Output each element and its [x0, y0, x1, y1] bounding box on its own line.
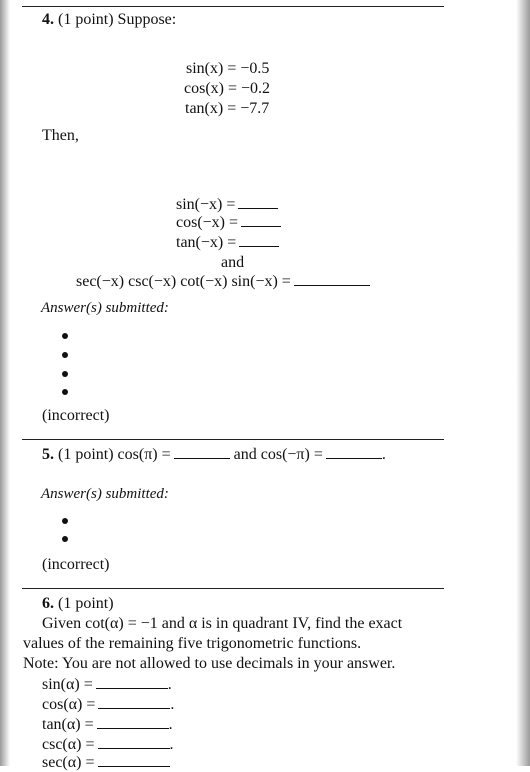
- problem-5-answer-bullet: [62, 518, 68, 524]
- tan-alpha-period: .: [168, 716, 173, 733]
- cos-neg-pi-answer-field[interactable]: [326, 457, 382, 459]
- sec-alpha-answer-field[interactable]: [98, 765, 170, 767]
- and-label: and: [221, 254, 245, 271]
- tan-alpha-label: tan(α) =: [42, 716, 94, 733]
- given-tan: tan(x) = −7.7: [185, 100, 270, 117]
- cos-alpha-answer-field[interactable]: [98, 707, 170, 709]
- problem-6-line-1: Given cot(α) = −1 and α is in quadrant IV, find the exact: [42, 615, 403, 632]
- given-cos: cos(x) = −0.2: [184, 80, 271, 97]
- problem-6-note: Note: You are not allowed to use decimals in your answer.: [23, 655, 396, 672]
- cos-neg-x-answer-field[interactable]: [241, 225, 281, 227]
- problem-4-status: (incorrect): [42, 407, 110, 424]
- tan-neg-x-row: [176, 234, 279, 252]
- problem-5-status: (incorrect): [42, 556, 110, 573]
- problem-6-line-2: values of the remaining five trigonometric functions.: [23, 635, 362, 652]
- product-row: [76, 273, 370, 291]
- csc-alpha-period: .: [169, 736, 174, 753]
- page-shadow-left: [0, 0, 10, 766]
- sin-alpha-answer-field[interactable]: [96, 687, 168, 689]
- cos-alpha-label: cos(α) =: [42, 696, 96, 713]
- sin-neg-x-label: sin(−x) =: [176, 196, 236, 213]
- problem-4-answers-label: Answer(s) submitted:: [41, 300, 169, 316]
- sin-alpha-row: [42, 676, 172, 694]
- sin-neg-x-answer-field[interactable]: [238, 207, 278, 209]
- csc-alpha-label: csc(α) =: [42, 736, 95, 753]
- product-label: sec(−x) csc(−x) cot(−x) sin(−x) =: [76, 273, 291, 290]
- problem-5-cos-pi-label: (1 point) cos(π) =: [58, 446, 171, 463]
- tan-alpha-row: [42, 716, 173, 734]
- problem-6-header: [42, 595, 114, 613]
- csc-alpha-answer-field[interactable]: [98, 747, 170, 749]
- csc-alpha-row: [42, 736, 174, 754]
- problem-4-points: (1 point) Suppose:: [58, 11, 177, 28]
- page-shadow-right: [516, 0, 530, 766]
- given-sin: sin(x) = −0.5: [186, 60, 270, 77]
- problem-4-answer-bullet: [62, 352, 68, 358]
- top-rule: [22, 6, 444, 7]
- problem-4-answer-bullet: [62, 371, 68, 377]
- problem-4-answer-bullet: [62, 333, 68, 339]
- sec-alpha-row: [42, 754, 170, 772]
- product-answer-field[interactable]: [294, 284, 370, 286]
- problem-5-period: .: [381, 446, 386, 463]
- sin-neg-x-row: [176, 196, 278, 214]
- then-label: Then,: [42, 127, 79, 144]
- divider-5-6: [22, 588, 444, 589]
- problem-4-number: 4.: [42, 11, 54, 28]
- problem-5-number: 5.: [42, 446, 54, 463]
- sin-alpha-period: .: [167, 676, 172, 693]
- problem-5-answers-label: Answer(s) submitted:: [41, 486, 169, 502]
- cos-alpha-period: .: [170, 696, 175, 713]
- tan-neg-x-answer-field[interactable]: [239, 245, 279, 247]
- cos-alpha-row: [42, 696, 174, 714]
- sec-alpha-label: sec(α) =: [42, 754, 95, 771]
- sin-alpha-label: sin(α) =: [42, 676, 93, 693]
- problem-6-points: (1 point): [58, 595, 114, 612]
- problem-5-header: [42, 446, 386, 464]
- problem-4-answer-bullet: [62, 389, 68, 395]
- divider-4-5: [22, 439, 444, 440]
- problem-4-header: [42, 11, 176, 29]
- problem-5-answer-bullet: [62, 536, 68, 542]
- cos-pi-answer-field[interactable]: [174, 457, 230, 459]
- tan-neg-x-label: tan(−x) =: [176, 234, 237, 251]
- problem-5-cos-neg-pi-label: and cos(−π) =: [233, 446, 323, 463]
- cos-neg-x-row: [176, 214, 281, 232]
- problem-6-number: 6.: [42, 595, 54, 612]
- tan-alpha-answer-field[interactable]: [97, 727, 169, 729]
- cos-neg-x-label: cos(−x) =: [176, 214, 239, 231]
